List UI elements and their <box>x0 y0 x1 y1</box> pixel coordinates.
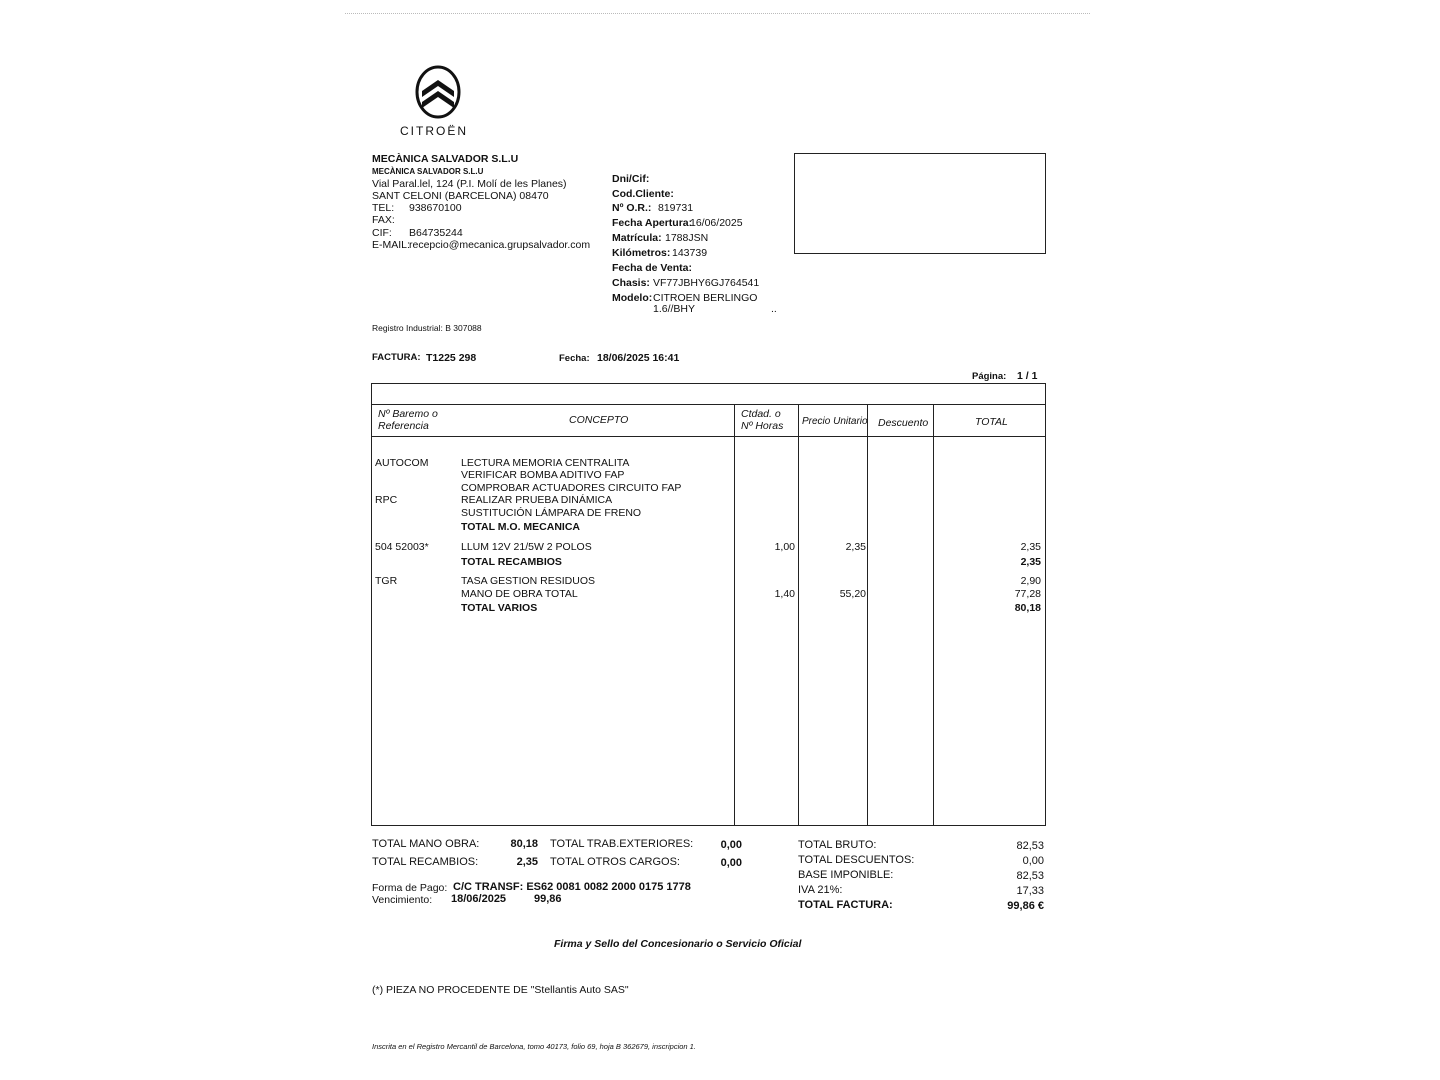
row-total: 2,35 <box>1020 541 1041 553</box>
row-concepto: SUSTITUCIÓN LÁMPARA DE FRENO <box>461 507 642 519</box>
vencimiento-amount: 99,86 <box>534 893 562 905</box>
row-total: 2,90 <box>1020 575 1041 587</box>
bruto-label: TOTAL BRUTO: <box>798 839 877 851</box>
row-total: 77,28 <box>1014 588 1041 600</box>
header-precio: Precio Unitario <box>802 416 868 427</box>
row-concepto: REALIZAR PRUEBA DINÁMICA <box>461 494 613 506</box>
apertura-value: 16/06/2025 <box>690 217 743 229</box>
company-cif-label: CIF: <box>372 227 392 239</box>
company-name: MECÀNICA SALVADOR S.L.U <box>372 153 519 165</box>
apertura-label: Fecha Apertura: <box>612 217 693 229</box>
trab-ext-label: TOTAL TRAB.EXTERIORES: <box>550 838 694 850</box>
company-address-1: Vial Paral.lel, 124 (P.I. Molí de les Planes) <box>372 178 567 190</box>
row-total: 80,18 <box>1014 602 1041 614</box>
table-header-line <box>371 436 1046 437</box>
iva-value: 17,33 <box>1016 885 1044 897</box>
row-concepto: TOTAL RECAMBIOS <box>461 556 562 568</box>
pagina-value: 1 / 1 <box>1017 370 1038 382</box>
modelo-value-1: CITROEN BERLINGO <box>653 292 758 304</box>
venta-label: Fecha de Venta: <box>612 262 692 274</box>
vencimiento-date: 18/06/2025 <box>451 893 507 905</box>
row-qty: 1,00 <box>774 541 795 553</box>
pagina-label: Página: <box>972 371 1007 382</box>
header-qty-2: Nº Horas <box>741 420 784 432</box>
scan-edge-line <box>345 13 1090 14</box>
col-divider-2 <box>798 404 799 825</box>
client-address-box <box>794 153 1046 254</box>
matricula-label: Matrícula: <box>612 232 662 244</box>
modelo-dots: .. <box>771 303 777 315</box>
chasis-label: Chasis: <box>612 277 650 289</box>
col-divider-1 <box>734 404 735 825</box>
row-ref: RPC <box>375 494 398 506</box>
citroen-logo <box>412 64 464 127</box>
row-ref: TGR <box>375 575 398 587</box>
total-factura-value: 99,86 € <box>1007 900 1044 912</box>
base-label: BASE IMPONIBLE: <box>798 869 894 881</box>
total-factura-label: TOTAL FACTURA: <box>798 899 893 911</box>
fecha-value: 18/06/2025 16:41 <box>597 352 680 364</box>
row-concepto: LECTURA MEMORIA CENTRALITA <box>461 457 630 469</box>
row-concepto: TOTAL M.O. MECANICA <box>461 521 580 533</box>
row-concepto: TOTAL VARIOS <box>461 602 538 614</box>
table-top-band-line <box>371 404 1046 405</box>
fecha-label: Fecha: <box>559 353 590 364</box>
descuentos-label: TOTAL DESCUENTOS: <box>798 854 915 866</box>
company-name-small: MECÀNICA SALVADOR S.L.U <box>372 167 484 176</box>
km-label: Kilómetros: <box>612 247 671 259</box>
header-total: TOTAL <box>975 416 1008 428</box>
row-ref: 504 52003* <box>375 541 429 553</box>
company-fax-label: FAX: <box>372 214 395 226</box>
mano-obra-label: TOTAL MANO OBRA: <box>372 838 480 850</box>
dni-label: Dni/Cif: <box>612 173 650 185</box>
company-tel-label: TEL: <box>372 202 395 214</box>
pieza-nota: (*) PIEZA NO PROCEDENTE DE "Stellantis Auto SAS" <box>372 984 629 996</box>
col-divider-3 <box>867 404 868 825</box>
km-value: 143739 <box>672 247 708 259</box>
header-ref-1: Nº Baremo o <box>378 408 438 420</box>
row-concepto: LLUM 12V 21/5W 2 POLOS <box>461 541 592 553</box>
or-value: 819731 <box>658 202 694 214</box>
iva-label: IVA 21%: <box>798 884 843 896</box>
company-email: recepcio@mecanica.grupsalvador.com <box>409 239 591 251</box>
company-email-label: E-MAIL: <box>372 239 410 251</box>
otros-value: 0,00 <box>720 857 742 869</box>
descuentos-value: 0,00 <box>1022 855 1044 867</box>
factura-number: T1225 298 <box>426 352 477 364</box>
registro-industrial: Registro Industrial: B 307088 <box>372 323 482 333</box>
modelo-value-2: 1.6//BHY <box>653 303 696 315</box>
forma-pago-value: C/C TRANSF: ES62 0081 0082 2000 0175 1778 <box>453 881 691 893</box>
header-qty-1: Ctdad. o <box>741 408 781 420</box>
firma-sello: Firma y Sello del Concesionario o Servicio Oficial <box>554 938 802 950</box>
otros-label: TOTAL OTROS CARGOS: <box>550 856 680 868</box>
registro-mercantil: Inscrita en el Registro Mercantil de Barcelona, tomo 40173, folio 69, hoja B 362679, inscripcion 1. <box>372 1042 696 1051</box>
row-concepto: COMPROBAR ACTUADORES CIRCUITO FAP <box>461 482 682 494</box>
company-address-2: SANT CELONI (BARCELONA) 08470 <box>372 190 549 202</box>
row-ref: AUTOCOM <box>375 457 429 469</box>
row-concepto: MANO DE OBRA TOTAL <box>461 588 578 600</box>
factura-label: FACTURA: <box>372 352 421 363</box>
chasis-value: VF77JBHY6GJ764541 <box>653 277 760 289</box>
row-qty: 1,40 <box>774 588 795 600</box>
row-concepto: TASA GESTION RESIDUOS <box>461 575 595 587</box>
mano-obra-value: 80,18 <box>510 838 538 850</box>
recambios-label: TOTAL RECAMBIOS: <box>372 856 479 868</box>
cliente-label: Cod.Cliente: <box>612 188 674 200</box>
bruto-value: 82,53 <box>1016 840 1044 852</box>
row-concepto: VERIFICAR BOMBA ADITIVO FAP <box>461 469 625 481</box>
header-ref-2: Referencia <box>378 420 429 432</box>
citroen-chevron-icon <box>412 64 464 122</box>
header-concepto: CONCEPTO <box>569 414 629 426</box>
company-tel: 938670100 <box>409 202 462 214</box>
company-cif: B64735244 <box>409 227 463 239</box>
or-label: Nº O.R.: <box>612 202 652 214</box>
header-descuento: Descuento <box>878 417 929 429</box>
vencimiento-label: Vencimiento: <box>372 894 433 906</box>
base-value: 82,53 <box>1016 870 1044 882</box>
row-precio: 55,20 <box>839 588 866 600</box>
trab-ext-value: 0,00 <box>720 839 742 851</box>
recambios-value: 2,35 <box>516 856 538 868</box>
matricula-value: 1788JSN <box>665 232 709 244</box>
row-total: 2,35 <box>1020 556 1041 568</box>
brand-name: CITROËN <box>400 124 468 138</box>
forma-pago-label: Forma de Pago: <box>372 882 448 894</box>
modelo-label: Modelo: <box>612 292 653 304</box>
col-divider-4 <box>933 404 934 825</box>
row-precio: 2,35 <box>845 541 866 553</box>
